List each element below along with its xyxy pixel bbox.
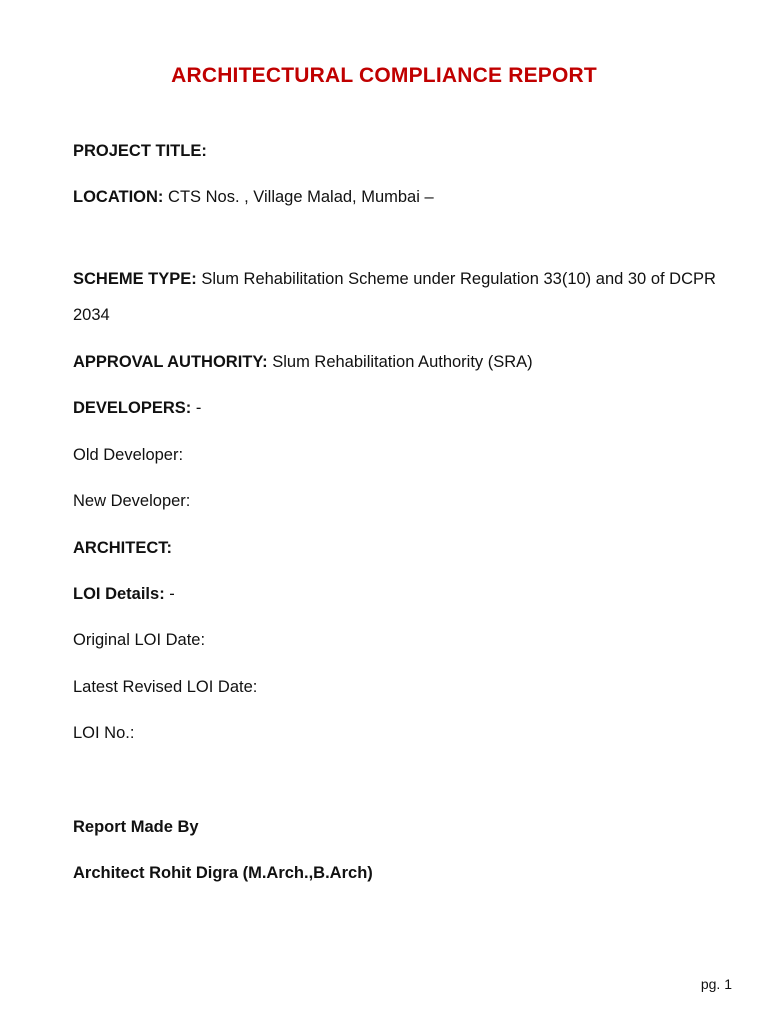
scheme-type-label: SCHEME TYPE: <box>73 270 197 288</box>
project-title-line <box>73 141 207 161</box>
report-title: ARCHITECTURAL COMPLIANCE REPORT <box>171 64 597 87</box>
developers-label: DEVELOPERS: <box>73 399 192 417</box>
architect-line <box>73 538 172 558</box>
architect-label: ARCHITECT: <box>73 539 172 557</box>
developers-line <box>73 398 201 418</box>
loi-details-value: - <box>164 585 175 603</box>
scheme-type-value: Slum Rehabilitation Scheme under Regulation 33(10) and 30 of DCPR 2034 <box>73 270 716 324</box>
project-title-label: PROJECT TITLE: <box>73 142 207 160</box>
loi-number-line: LOI No.: <box>73 724 135 742</box>
report-made-by: Report Made By <box>73 818 199 836</box>
scheme-type-line <box>73 261 743 333</box>
loi-details-label: LOI Details: <box>73 585 165 603</box>
page-number: pg. 1 <box>700 976 732 992</box>
latest-revised-loi-date-line: Latest Revised LOI Date: <box>73 678 258 696</box>
new-developer-line: New Developer: <box>73 492 191 510</box>
approval-authority-label: APPROVAL AUTHORITY: <box>73 353 268 371</box>
loi-details-line <box>73 584 175 604</box>
location-label: LOCATION: <box>73 188 164 206</box>
original-loi-date-line: Original LOI Date: <box>73 631 206 649</box>
developers-value: - <box>191 399 202 417</box>
approval-authority-value: Slum Rehabilitation Authority (SRA) <box>267 353 533 371</box>
location-value: CTS Nos. , Village Malad, Mumbai – <box>163 188 434 206</box>
architect-name: Architect Rohit Digra (M.Arch.,B.Arch) <box>73 864 373 882</box>
old-developer-line: Old Developer: <box>73 446 184 464</box>
approval-authority-line <box>73 352 533 372</box>
location-line <box>73 187 434 207</box>
